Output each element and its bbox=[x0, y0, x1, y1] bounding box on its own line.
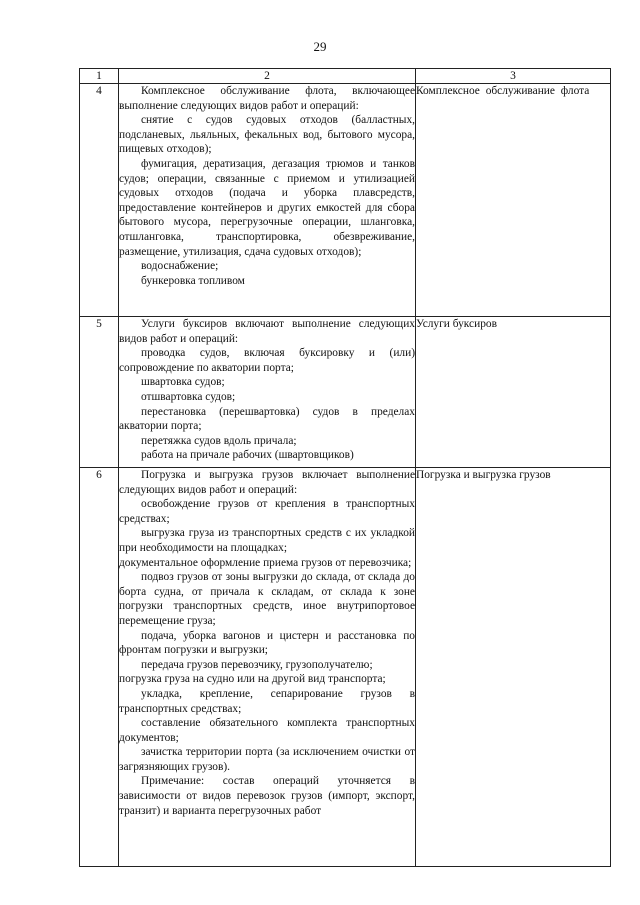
operations-paragraph: выгрузка груза из транспортных средств с их укладкой при необходимости на площадках; bbox=[119, 527, 415, 554]
table-row bbox=[80, 468, 611, 867]
operations-paragraph: составление обязательного комплекта транспортных документов; bbox=[119, 717, 415, 744]
table-row bbox=[80, 84, 611, 317]
operations-paragraph: бункеровка топливом bbox=[141, 274, 245, 287]
operations-paragraph: подвоз грузов от зоны выгрузки до склада, от склада до борта судна, от причала к складам, от склада к зоне погрузки транспортных средств, иное внутрипортовое перемещение груза; bbox=[119, 571, 415, 627]
operations-paragraph: работа на причале рабочих (швартовщиков) bbox=[141, 449, 354, 462]
operations-paragraph: укладка, крепление, сепарирование грузов в транспортных средствах; bbox=[119, 687, 415, 715]
operations-paragraph: фумигация, дератизация, дегазация трюмов и танков судов; операции, связанные с приемом и утилизацией судовых отходов (подача и уборка плавсредств, предоставление контейнеров и других емкостей для сбора бытового мусора, перегрузочные операции, шланговка, отшланговка, транспортировка, обезвреживание, размещение, утилизация, сдача судовых отходов); bbox=[119, 157, 415, 258]
operations-paragraph: передача грузов перевозчику, грузополучателю; bbox=[141, 658, 373, 671]
column-header-1: 1 bbox=[80, 69, 119, 84]
operations-paragraph: проводка судов, включая буксировку и (или) сопровождение по акватории порта; bbox=[119, 347, 415, 374]
page-number: 29 bbox=[313, 39, 327, 54]
column-header-2: 2 bbox=[119, 69, 416, 84]
operations-paragraph: зачистка территории порта (за исключением очистки от загрязняющих грузов). bbox=[119, 746, 415, 773]
service-cell bbox=[416, 317, 611, 468]
operations-paragraph: Комплексное обслуживание флота, включающее выполнение следующих видов работ и операций: bbox=[119, 85, 415, 112]
operations-paragraph: Погрузка и выгрузка грузов включает выполнение следующих видов работ и операций: bbox=[119, 469, 415, 496]
operations-cell bbox=[119, 84, 416, 317]
service-name: Погрузка и выгрузка грузов bbox=[416, 469, 551, 481]
operations-paragraph: снятие с судов судовых отходов (балластных, подсланевых, льяльных, фекальных вод, бытового мусора, пищевых отходов); bbox=[119, 114, 415, 156]
operations-paragraph: Услуги буксиров включают выполнение следующих видов работ и операций: bbox=[119, 318, 415, 345]
row-number: 6 bbox=[80, 468, 119, 867]
service-name: Комплексное обслуживание флота bbox=[416, 85, 590, 97]
services-table bbox=[79, 68, 611, 867]
operations-paragraph: отшвартовка судов; bbox=[141, 390, 236, 403]
operations-cell bbox=[119, 317, 416, 468]
operations-paragraph: подача, уборка вагонов и цистерн и расстановка по фронтам погрузки и выгрузки; bbox=[119, 629, 415, 657]
operations-paragraph: погрузка груза на судно или на другой вид транспорта; bbox=[119, 673, 386, 686]
operations-paragraph: освобождение грузов от крепления в транспортных средствах; bbox=[119, 498, 415, 525]
row-number: 4 bbox=[80, 84, 119, 317]
service-name: Услуги буксиров bbox=[416, 318, 497, 330]
operations-paragraph: перетяжка судов вдоль причала; bbox=[141, 434, 297, 447]
operations-note: Примечание: состав операций уточняется в зависимости от видов перевозок грузов (импорт, экспорт, транзит) и варианта перегрузочных работ bbox=[119, 775, 415, 817]
operations-paragraph: перестановка (перешвартовка) судов в пределах акватории порта; bbox=[119, 405, 415, 433]
operations-cell bbox=[119, 468, 416, 867]
column-header-3: 3 bbox=[416, 69, 611, 84]
operations-paragraph: документальное оформление приема грузов от перевозчика; bbox=[119, 556, 412, 569]
service-cell bbox=[416, 468, 611, 867]
operations-paragraph: водоснабжение; bbox=[141, 260, 219, 273]
table-header-row bbox=[80, 69, 611, 84]
operations-paragraph: швартовка судов; bbox=[141, 376, 225, 389]
table-row bbox=[80, 317, 611, 468]
service-cell bbox=[416, 84, 611, 317]
row-number: 5 bbox=[80, 317, 119, 468]
